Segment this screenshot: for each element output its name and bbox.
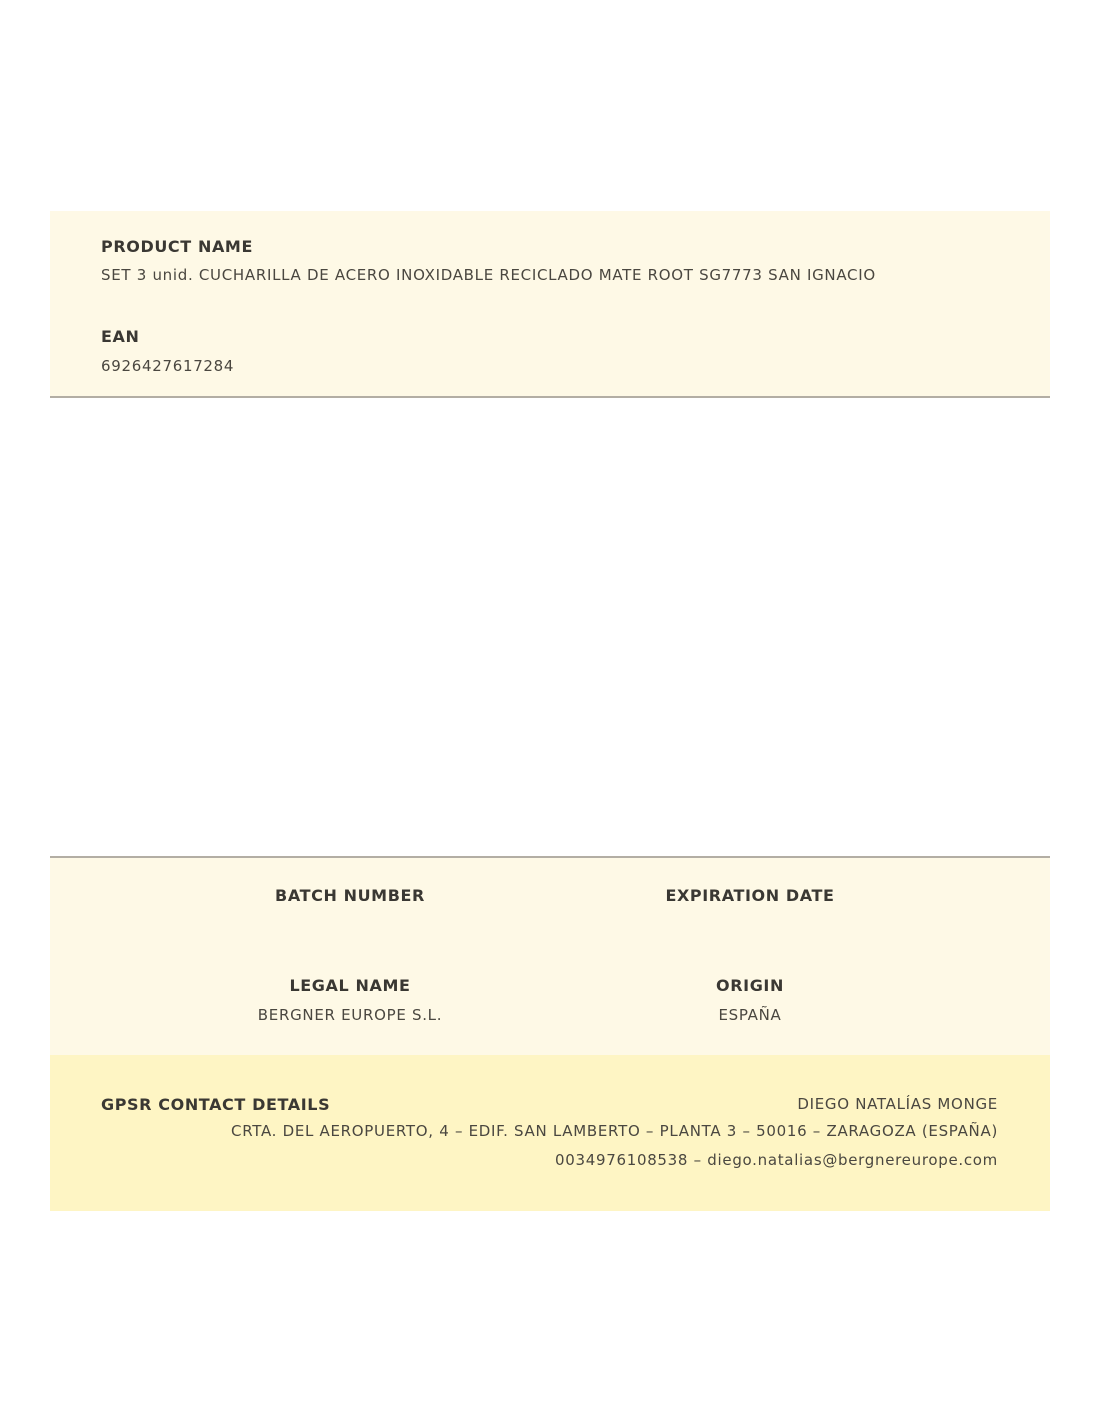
legal-name-label: LEGAL NAME [289,976,411,995]
gpsr-contact-label: GPSR CONTACT DETAILS [101,1095,331,1114]
batch-number-label: BATCH NUMBER [275,886,425,905]
info-panel [50,856,1050,1057]
ean-value: 6926427617284 [101,357,235,375]
contact-address: CRTA. DEL AEROPUERTO, 4 – EDIF. SAN LAMBERTO – PLANTA 3 – 50016 – ZARAGOZA (ESPAÑA) [231,1122,998,1140]
contact-phone-email: 0034976108538 – diego.natalias@bergnereurope.com [555,1151,998,1169]
contact-name: DIEGO NATALÍAS MONGE [797,1095,998,1113]
expiration-date-label: EXPIRATION DATE [665,886,835,905]
product-name-value: SET 3 unid. CUCHARILLA DE ACERO INOXIDABLE RECICLADO MATE ROOT SG7773 SAN IGNACIO [101,266,876,284]
product-panel [50,211,1050,398]
legal-name-value: BERGNER EUROPE S.L. [257,1006,443,1024]
origin-value: ESPAÑA [718,1006,782,1024]
product-name-label: PRODUCT NAME [101,237,253,256]
origin-label: ORIGIN [716,976,784,995]
ean-label: EAN [101,327,140,346]
gpsr-contact-panel [50,1055,1050,1211]
